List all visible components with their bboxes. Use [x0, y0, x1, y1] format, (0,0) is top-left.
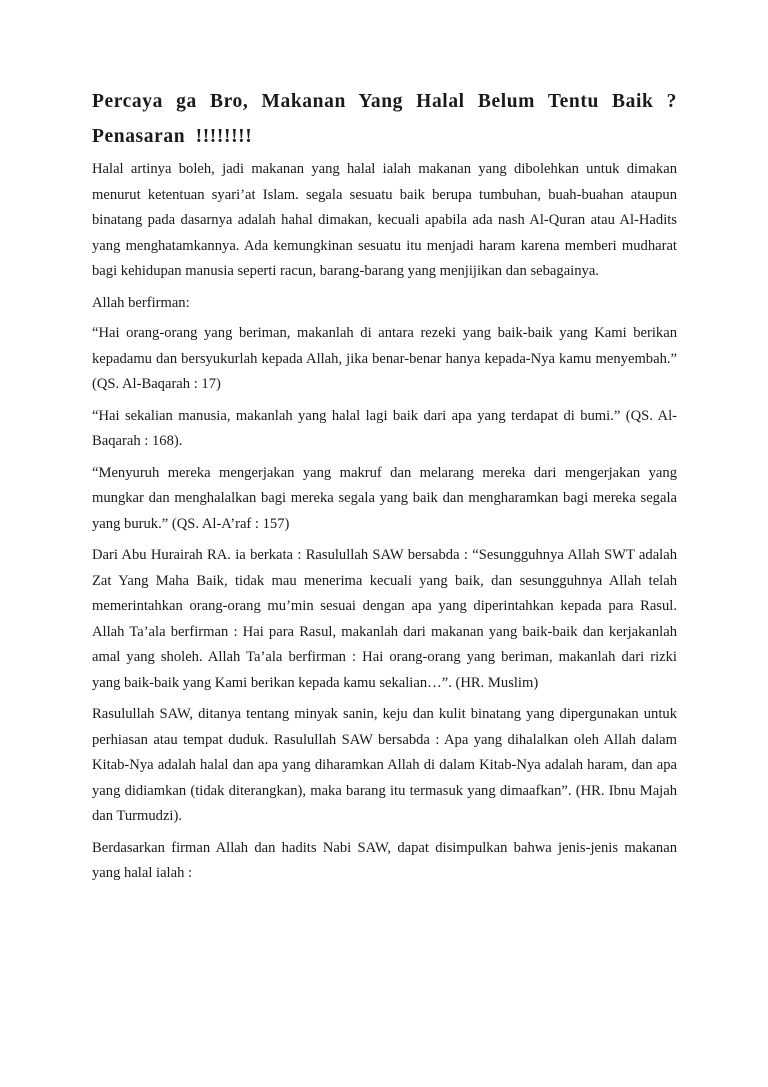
paragraph-halal-definition: Halal artinya boleh, jadi makanan yang halal ialah makanan yang dibolehkan untuk dimakan menurut ketentuan syari’at Islam. segala sesuatu baik berupa tumbuhan, buah-buahan ataupun binatang pada dasarnya adalah hahal dimakan, kecuali apabila ada nash Al-Quran atau Al-Hadits yang menghatamkannya. Ada kemungkinan sesuatu itu menjadi haram karena memberi mudharat bagi kehidupan manusia seperti racun, barang-barang yang menjijikan dan sebagainya. [92, 161, 677, 279]
document-page [92, 84, 677, 893]
paragraph-conclusion: Berdasarkan firman Allah dan hadits Nabi SAW, dapat disimpulkan bahwa jenis-jenis makanan yang halal ialah : [92, 839, 677, 881]
paragraph-quote-qs-17: “Hai orang-orang yang beriman, makanlah di antara rezeki yang baik-baik yang Kami berikan kepadamu dan bersyukurlah kepada Allah, jika benar-benar hanya kepada-Nya kamu menyembah.” (QS. Al-Baqarah : 17) [92, 325, 677, 392]
document-title: Percaya ga Bro, Makanan Yang Halal Belum Tentu Baik ? Penasaran !!!!!!!! [92, 91, 677, 147]
paragraph-quote-qs-157: “Menyuruh mereka mengerjakan yang makruf dan melarang mereka dari mengerjakan yang mungkar dan menghalalkan bagi mereka segala yang baik dan mengharamkan bagi mereka segala yang buruk.” (QS. Al-A’raf : 157) [92, 464, 677, 532]
paragraph-hadith-ibnu-majah: Rasulullah SAW, ditanya tentang minyak sanin, keju dan kulit binatang yang dipergunakan untuk perhiasan atau tempat duduk. Rasulullah SAW bersabda : Apa yang dihalalkan oleh Allah dalam Kitab-Nya adalah halal dan apa yang diharamkan Allah di dalam Kitab-Nya adalah haram, dan apa yang didiamkan (tidak diterangkan), maka barang itu termasuk yang dimaafkan”. (HR. Ibnu Majah dan Turmudzi). [92, 706, 677, 824]
paragraph-quote-qs-168: “Hai sekalian manusia, makanlah yang halal lagi baik dari apa yang terdapat di bumi.” (QS. Al-Baqarah : 168). [92, 407, 677, 449]
paragraph-allah-berfirman: Allah berfirman: [92, 294, 190, 311]
paragraph-hadith-muslim: Dari Abu Hurairah RA. ia berkata : Rasulullah SAW bersabda : “Sesungguhnya Allah SWT adalah Zat Yang Maha Baik, tidak mau menerima kecuali yang baik, dan sesungguhnya Allah telah memerintahkan orang-orang mu’min sesuai dengan apa yang diperintahkan kepada para Rasul. Allah Ta’ala berfirman : Hai para Rasul, makanlah dari makanan yang baik-baik dan kerjakanlah amal yang sholeh. Allah Ta’ala berfirman : Hai orang-orang yang beriman, makanlah dari rizki yang baik-baik yang Kami berikan kepada kamu sekalian…”. (HR. Muslim) [92, 547, 677, 691]
